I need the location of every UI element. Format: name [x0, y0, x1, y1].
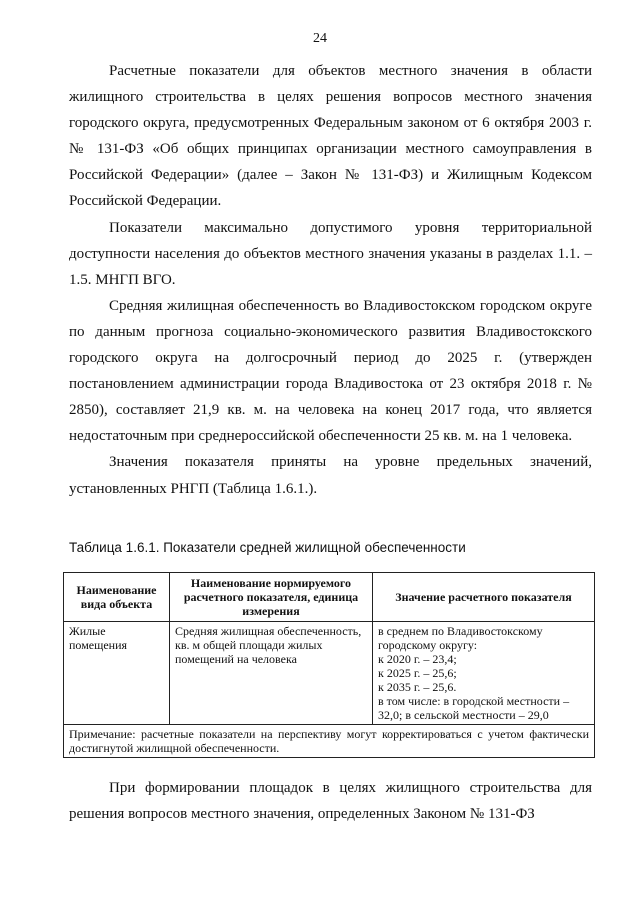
header-indicator-value: Значение расчетного показателя	[373, 573, 595, 622]
paragraph-average-provision: Средняя жилищная обеспеченность во Владивостокском городском округе по данным прогноза социально-экономического развития Владивостокского городского округа на долгосрочный период до 2025 г. (утвержден постановлением администрации города Владивостока от 23 октября 2018 г. № 2850), составляет 21,9 кв. м. на человека на конец 2017 года, что является недостаточным при среднероссийской обеспеченности 25 кв. м. на 1 человека.	[69, 297, 592, 445]
header-object-type: Наименование вида объекта	[64, 573, 170, 622]
value-line: к 2025 г. – 25,6;	[378, 666, 457, 680]
value-line: в среднем по Владивостокскому городскому округу:	[378, 624, 543, 652]
header-indicator-name: Наименование нормируемого расчетного показателя, единица измерения	[170, 573, 373, 622]
housing-provision-table	[63, 572, 595, 758]
cell-indicator-value	[373, 622, 595, 725]
value-line: к 2035 г. – 25,6.	[378, 680, 457, 694]
paragraph-housing-indicators: Расчетные показатели для объектов местного значения в области жилищного строительства в целях решения вопросов местного значения городского округа, предусмотренных Федеральным законом от 6 октября 2003 г. № 131-ФЗ «Об общих принципах организации местного самоуправления в Российской Федерации» (далее – Закон № 131-ФЗ) и Жилищным Кодексом Российской Федерации.	[69, 63, 592, 210]
table-header-row	[64, 573, 595, 622]
cell-indicator-name: Средняя жилищная обеспеченность, кв. м общей площади жилых помещений на человека	[170, 622, 373, 725]
value-line: в том числе: в городской местности – 32,0; в сельской местности – 29,0	[378, 694, 570, 722]
table-row	[64, 622, 595, 725]
page-number: 24	[313, 31, 327, 46]
table-note: Примечание: расчетные показатели на перспективу могут корректироваться с учетом фактически достигнутой жилищной обеспеченности.	[64, 725, 595, 758]
cell-object-type: Жилые помещения	[64, 622, 170, 725]
value-line: к 2020 г. – 23,4;	[378, 652, 457, 666]
paragraph-values-accepted: Значения показателя приняты на уровне предельных значений, установленных РНГП (Таблица 1.6.1.).	[69, 454, 592, 497]
table-note-row	[64, 725, 595, 758]
body-text	[69, 58, 592, 502]
paragraph-site-formation: При формировании площадок в целях жилищного строительства для решения вопросов местного значения, определенных Законом № 131-ФЗ	[69, 780, 592, 822]
paragraph-accessibility: Показатели максимально допустимого уровня территориальной доступности населения до объектов местного значения указаны в разделах 1.1. – 1.5. МНГП ВГО.	[69, 219, 592, 288]
closing-text	[69, 775, 592, 827]
table-caption: Таблица 1.6.1. Показатели средней жилищной обеспеченности	[69, 540, 466, 555]
